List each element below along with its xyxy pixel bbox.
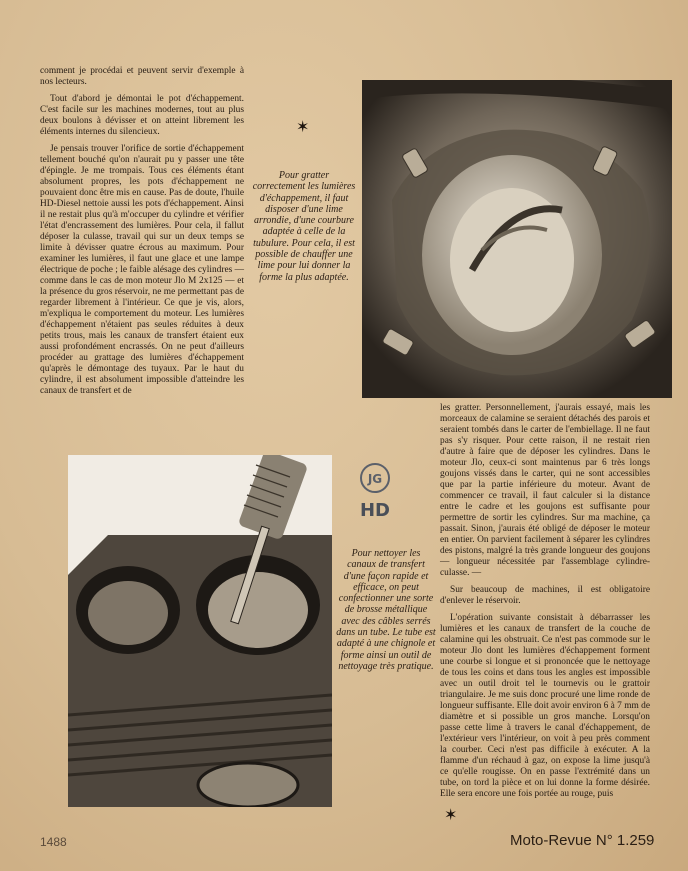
paragraph: les gratter. Personnellement, j'aurais essayé, mais les morceaux de calamine se seraient détachés des parois et seraient tombés dans le carter de l'embiellage. Il ne faut pas s'y risquer. Pour cette raison, il ne restait rien d'autre à faire que de déposer les cylindres. Dans le moteur Jlo, ceux-ci sont maintenus par 6 très longs goujons vissés dans le carter, qui ne sont accessibles que par la partie inférieure du moteur. Avant de commencer ce travail, il faut calculer si la distance entre le cadre et les goujons est suffisante pour permettre de sortir les cylindres. Sur ma machine, ça passait. Sinon, j'aurais été obligé de déposer le moteur en entier. On parvient facilement à séparer les cylindres des pistons, malgré la très grande longueur des goujons — longueur nécessitée par l'assemblage cylindre-culasse. — (440, 403, 650, 578)
jghd-logo (355, 460, 395, 522)
page-number: 1488 (40, 835, 67, 849)
caption-bottom: Pour nettoyer les canaux de transfert d'une façon rapide et efficace, on peut confectionner une sorte de brosse métallique avec des câbles serrés dans un tube. Le tube est adapté à une chignole et forme ainsi un outil de nettoyage très pratique. (336, 548, 436, 672)
star-icon: ✶ (444, 807, 458, 824)
logo-line2: HD (359, 500, 391, 521)
cylinder-brush-photo (68, 455, 332, 807)
cylinder-port-photo (362, 80, 672, 398)
logo-emblem-icon (355, 460, 395, 522)
paragraph: comment je procédai et peuvent servir d'exemple à nos lecteurs. (40, 66, 244, 87)
magazine-issue: Moto-Revue N° 1.259 (510, 832, 655, 849)
cylinder-port-illustration (362, 80, 672, 398)
caption-top: Pour gratter correctement les lumières d'échappement, il faut disposer d'une lime arrondie, d'une courbure adaptée à celle de la tubulure. Pour cela, il est possible de chauffer une lime pour lui donner la forme la plus adaptée. (252, 170, 356, 283)
left-column (40, 66, 244, 403)
right-column (440, 403, 650, 806)
star-icon: ✶ (296, 119, 310, 136)
paragraph: Sur beaucoup de machines, il est obligatoire d'enlever le réservoir. (440, 585, 650, 606)
cylinder-brush-illustration (68, 455, 332, 807)
paragraph: Je pensais trouver l'orifice de sortie d'échappement tellement bouché qu'on n'aurait pu y passer une tête d'épingle. Je me trompais. Tous ces éléments étant absolument propres, les pots d'échappement ne pouvaient donc être mis en cause. Pas de doute, l'huile HD-Diesel nettoie aussi les pots d'échappement. Ainsi il ne restait plus qu'à m'occuper du cylindre et vérifier l'état d'encrassement des lumières. Pour cela, il fallut déposer la culasse, travail qui sur un deux temps se limite à dévisser quatre écrous au maximum. Pour examiner les lumières, il faut une glace et une lampe électrique de poche ; le faible alésage des cylindres — comme dans le cas de mon moteur Jlo M 2x125 — et la présence du gros réservoir, ne me permettant pas de regarder librement à l'intérieur. Ce que je vis, alors, m'expliqua le comportement du moteur. Les lumières d'échappement n'étaient pas seules réduites à deux petits trous, mais les canaux de transfert étaient eux aussi profondément encrassés. On ne peut d'ailleurs procéder au grattage des lumières d'échappement qu'après le démontage des tuyaux. Par le haut du cylindre, il est absolument impossible d'atteindre les canaux de transfert et de (40, 144, 244, 396)
paragraph: L'opération suivante consistait à débarrasser les lumières et les canaux de transfert de la couche de calamine qui les obstruait. Ce n'est pas commode sur le moteur Jlo dont les lumières d'échappement forment une courbe si longue et si prononcée que le nettoyage de tous les coins et dans tous les angles est impossible avec un outil droit tel le tournevis ou le grattoir triangulaire. Je me suis donc procuré une lime ronde de longueur suffisante. Elle doit avoir environ 6 à 7 mm de diamètre et si possible un gros manche. Lorsqu'on passe cette lime à travers le canal d'échappement, de l'extérieur vers l'intérieur, on voit à peu près comment la courber. Ceci n'est pas difficile à exécuter. A la flamme d'un réchaud à gaz, on expose la lime jusqu'à ce qu'elle rougisse. On en passe l'extrémité dans un tube, on tord la pièce et on lui donne la forme désirée. Elle sera encore une fois portée au rouge, puis (440, 613, 650, 799)
paragraph: Tout d'abord je démontai le pot d'échappement. C'est facile sur les machines modernes, tout au plus deux boulons à dévisser et on atteint librement les éléments internes du silencieux. (40, 94, 244, 137)
logo-line1: JG (367, 472, 383, 486)
